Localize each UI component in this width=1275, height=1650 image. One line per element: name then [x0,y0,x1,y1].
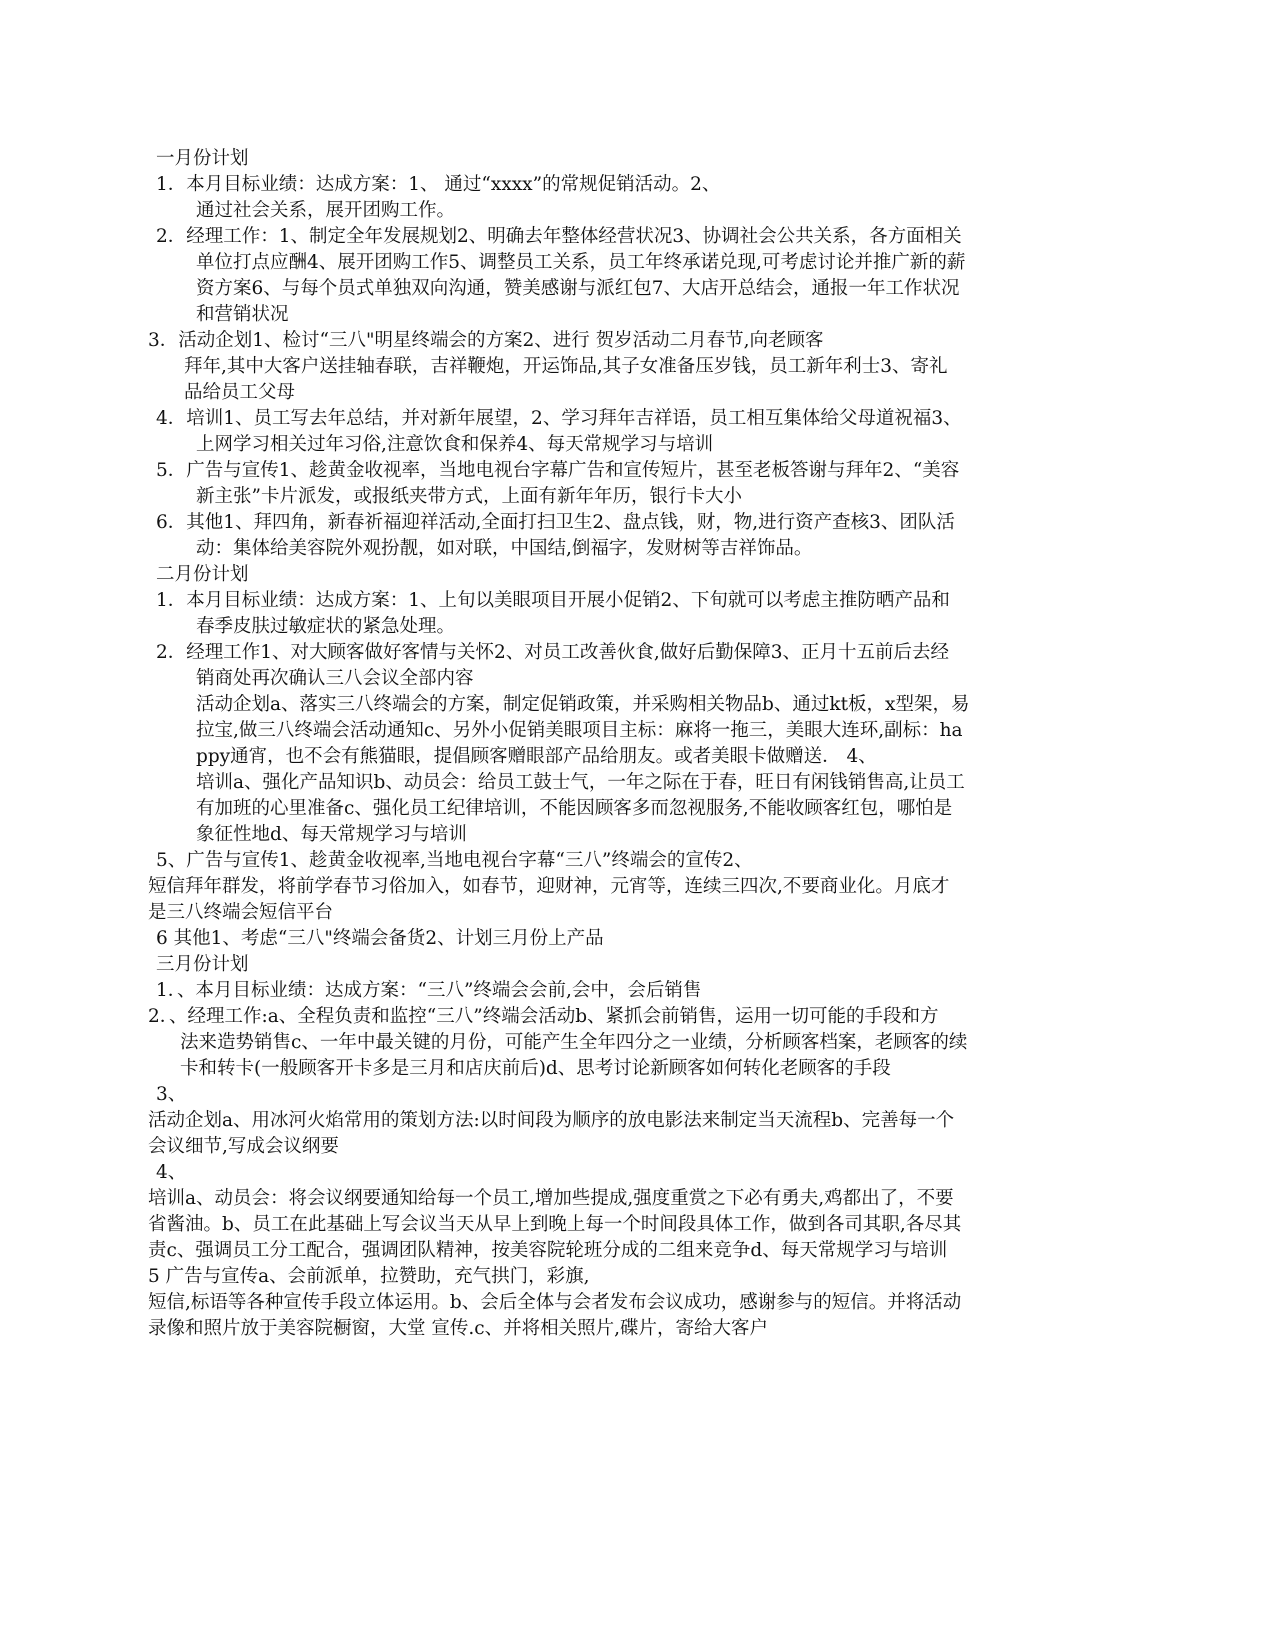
text-line: 5 广告与宣传a、会前派单，拉赞助，充气拱门，彩旗, [148,1266,590,1287]
text-line: 销商处再次确认三八会议全部内容 [196,668,474,689]
text-line: 录像和照片放于美容院橱窗，大堂 宣传.c、并将相关照片,碟片，寄给大客户 [148,1318,769,1339]
text-line: 培训a、动员会：将会议纲要通知给每一个员工,增加些提成,强度重赏之下必有勇夫,鸡都出了，不要 [148,1188,954,1209]
text-line: 5、广告与宣传1、趁黄金收视率,当地电视台字幕“三八”终端会的宣传2、 [156,850,753,871]
text-line: 拜年,其中大客户送挂轴春联，吉祥鞭炮，开运饰品,其子女准备压岁钱，员工新年利士3、寄礼 [184,356,948,377]
text-line: 省酱油。b、员工在此基础上写会议当天从早上到晚上每一个时间段具体工作，做到各司其职,各尽其 [148,1214,962,1235]
text-line: 2．经理工作1、对大顾客做好客情与关怀2、对员工改善伙食,做好后勤保障3、正月十五前后去经 [156,642,949,663]
document-body [148,146,1108,1342]
text-line: 3、 [156,1084,187,1105]
text-line: 卡和转卡(一般顾客开卡多是三月和店庆前后)d、思考讨论新顾客如何转化老顾客的手段 [180,1058,891,1079]
text-line: 会议细节,写成会议纲要 [148,1136,339,1157]
text-line: 2．经理工作：1、制定全年发展规划2、明确去年整体经营状况3、协调社会公共关系，各方面相关 [156,226,962,247]
heading-january: 一月份计划 [156,148,249,169]
text-line: 通过社会关系，展开团购工作。 [196,200,456,221]
text-line: 责c、强调员工分工配合，强调团队精神，按美容院轮班分成的二组来竞争d、每天常规学习与培训 [148,1240,948,1261]
text-line: 活动企划a、落实三八终端会的方案，制定促销政策，并采购相关物品b、通过kt板，x型架，易 [196,694,970,715]
text-line: 品给员工父母 [184,382,296,403]
text-line: 4、 [156,1162,187,1183]
text-line: 1．本月目标业绩：达成方案：1、上旬以美眼项目开展小促销2、下旬就可以考虑主推防晒产品和 [156,590,950,611]
text-line: ppy通宵，也不会有熊猫眼，提倡顾客赠眼部产品给朋友。或者美眼卡做赠送． 4、 [196,746,877,767]
text-line: 培训a、强化产品知识b、动员会：给员工鼓士气，一年之际在于春，旺日有闲钱销售高,让员工 [196,772,965,793]
text-line: 活动企划a、用冰河火焰常用的策划方法:以时间段为顺序的放电影法来制定当天流程b、完善每一个 [148,1110,955,1131]
text-line: 6 其他1、考虑“三八"终端会备货2、计划三月份上产品 [156,928,604,949]
text-line: 拉宝,做三八终端会活动通知c、另外小促销美眼项目主标：麻将一拖三，美眼大连环,副标：ha [196,720,963,741]
text-line: 动：集体给美容院外观扮靓，如对联，中国结,倒福字，发财树等吉祥饰品。 [196,538,813,559]
text-line: 象征性地d、每天常规学习与培训 [196,824,467,845]
heading-march: 三月份计划 [156,954,249,975]
text-line: 资方案6、与每个员式单独双向沟通，赞美感谢与派红包7、大店开总结会，通报一年工作状况 [196,278,960,299]
text-line: 是三八终端会短信平台 [148,902,334,923]
text-line: 4．培训1、员工写去年总结，并对新年展望，2、学习拜年吉祥语，员工相互集体给父母道祝福3、 [156,408,962,429]
text-line: 新主张”卡片派发，或报纸夹带方式，上面有新年年历，银行卡大小 [196,486,742,507]
text-line: 2．、经理工作:a、全程负责和监控“三八”终端会活动b、紧抓会前销售，运用一切可能的手段和方 [148,1006,939,1027]
text-line: 短信,标语等各种宣传手段立体运用。b、会后全体与会者发布会议成功，感谢参与的短信。并将活动 [148,1292,962,1313]
text-line: 1．本月目标业绩：达成方案：1、 通过“xxxx”的常规促销活动。2、 [156,174,721,195]
text-line: 单位打点应酬4、展开团购工作5、调整员工关系，员工年终承诺兑现,可考虑讨论并推广新的薪 [196,252,966,273]
text-line: 3．活动企划1、检讨“三八"明星终端会的方案2、进行 贺岁活动二月春节,向老顾客 [148,330,824,351]
text-line: 上网学习相关过年习俗,注意饮食和保养4、每天常规学习与培训 [196,434,714,455]
text-line: 春季皮肤过敏症状的紧急处理。 [196,616,456,637]
text-line: 有加班的心里准备c、强化员工纪律培训，不能因顾客多而忽视服务,不能收顾客红包，哪怕是 [196,798,953,819]
text-line: 5．广告与宣传1、趁黄金收视率，当地电视台字幕广告和宣传短片，甚至老板答谢与拜年2、“美容 [156,460,960,481]
text-line: 1．、本月目标业绩：达成方案：“三八”终端会会前,会中，会后销售 [156,980,702,1001]
text-line: 法来造势销售c、一年中最关键的月份，可能产生全年四分之一业绩，分析顾客档案，老顾客的续 [180,1032,968,1053]
heading-february: 二月份计划 [156,564,249,585]
text-line: 和营销状况 [196,304,289,325]
text-line: 6．其他1、拜四角，新春祈福迎祥活动,全面打扫卫生2、盘点钱，财，物,进行资产查核3、团队活 [156,512,955,533]
text-line: 短信拜年群发，将前学春节习俗加入，如春节，迎财神，元宵等，连续三四次,不要商业化。月底才 [148,876,950,897]
